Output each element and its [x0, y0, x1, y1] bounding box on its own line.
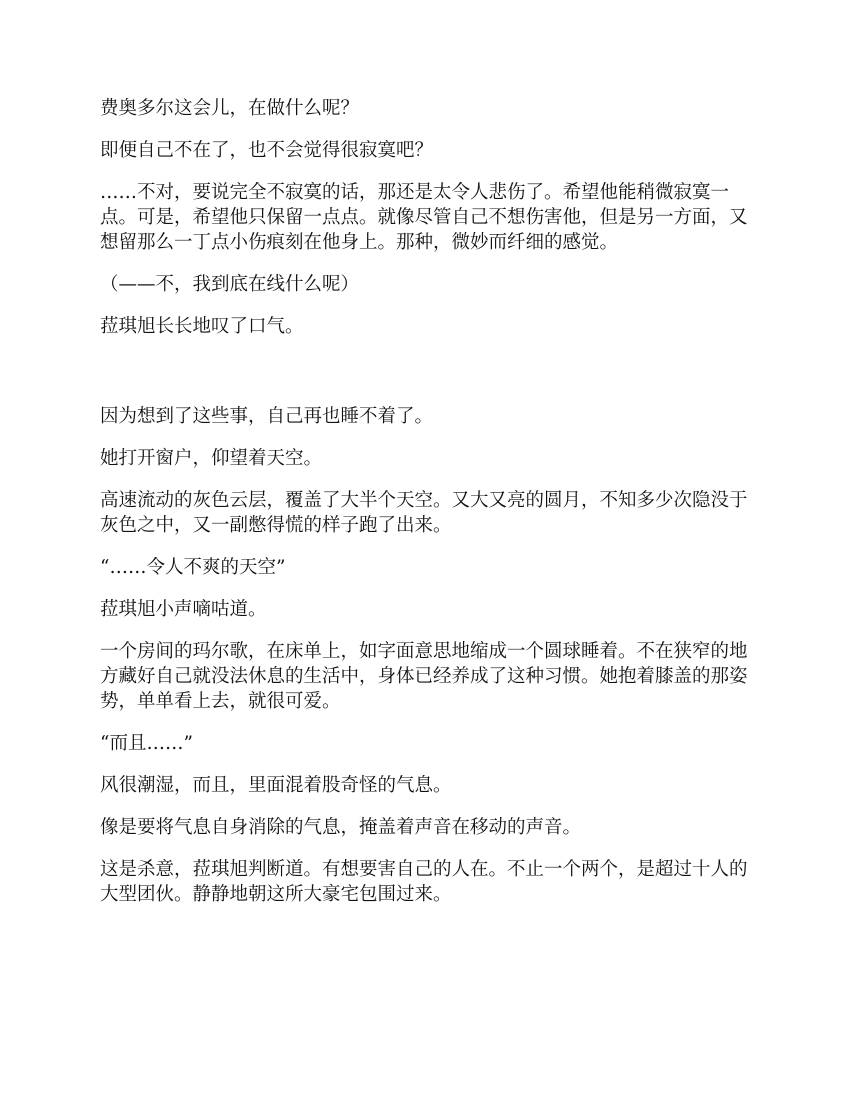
paragraph: 这是杀意，菈琪旭判断道。有想要害自己的人在。不止一个两个，是超过十人的大型团伙。静静地朝这所大豪宅包围过来。 — [100, 859, 748, 905]
paragraph: 风很潮湿，而且，里面混着股奇怪的气息。 — [100, 775, 452, 796]
paragraph: “……令人不爽的天空” — [100, 557, 286, 578]
paragraph: 费奥多尔这会儿，在做什么呢？ — [100, 98, 360, 119]
paragraph: 像是要将气息自身消除的气息，掩盖着声音在移动的声音。 — [100, 817, 582, 838]
paragraph: 她打开窗户，仰望着天空。 — [100, 448, 323, 469]
paragraph: 菈琪旭小声嘀咕道。 — [100, 599, 267, 620]
paragraph: 高速流动的灰色云层，覆盖了大半个天空。又大又亮的圆月，不知多少次隐没于灰色之中，又一副憋得慌的样子跑了出来。 — [100, 490, 748, 536]
paragraph: “而且……” — [100, 733, 193, 754]
paragraph: 一个房间的玛尔歌，在床单上，如字面意思地缩成一个圆球睡着。不在狭窄的地方藏好自己就没法休息的生活中，身体已经养成了这种习惯。她抱着膝盖的那姿势，单单看上去，就很可爱。 — [100, 641, 748, 712]
document-body — [100, 96, 750, 924]
paragraph: 即便自己不在了，也不会觉得很寂寞吧？ — [100, 140, 434, 161]
paragraph: ……不对，要说完全不寂寞的话，那还是太令人悲伤了。希望他能稍微寂寞一点。可是，希望他只保留一点点。就像尽管自己不想伤害他，但是另一方面，又想留那么一丁点小伤痕刻在他身上。那种，微妙而纤细的感觉。 — [100, 182, 748, 253]
paragraph: 菈琪旭长长地叹了口气。 — [100, 316, 304, 337]
paragraph: （——不，我到底在线什么呢） — [100, 274, 360, 295]
paragraph: 因为想到了这些事，自己再也睡不着了。 — [100, 406, 434, 427]
